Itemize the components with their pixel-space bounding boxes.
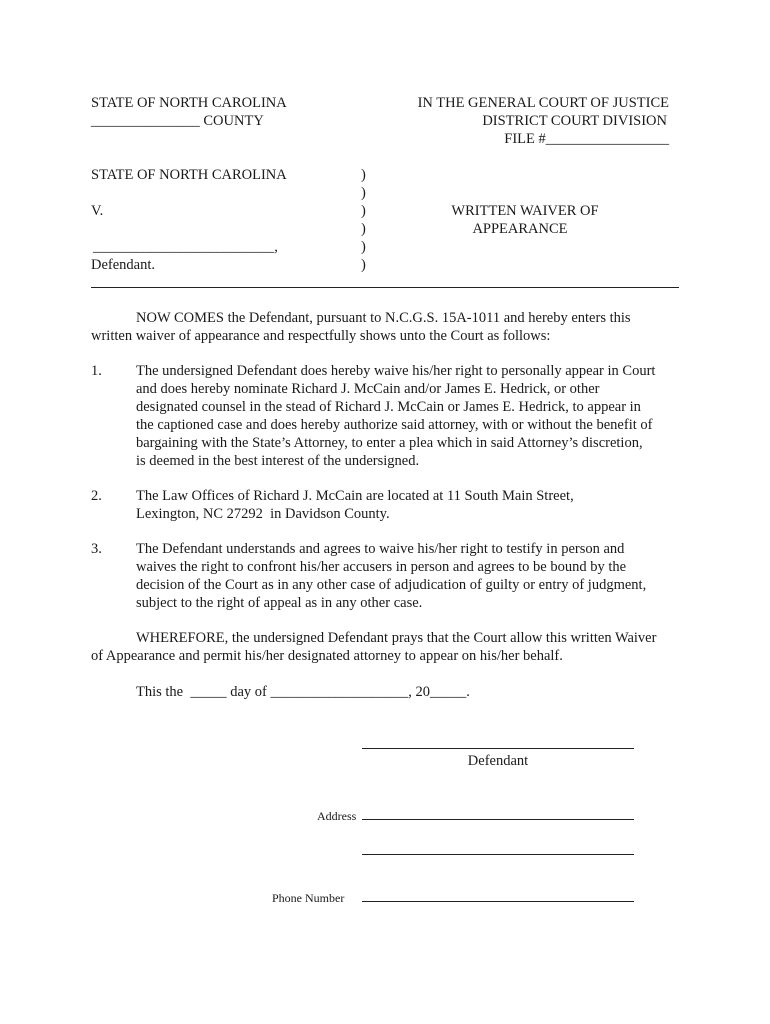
- list-item-line: The Defendant understands and agrees to waive his/her right to testify in person and: [136, 541, 625, 557]
- caption-defendant-blank: _________________________,: [93, 239, 278, 255]
- list-item-number: 3.: [91, 541, 102, 557]
- paren: ): [361, 221, 366, 237]
- list-item-line: is deemed in the best interest of the undersigned.: [136, 453, 420, 469]
- paren: ): [361, 167, 366, 183]
- caption-defendant-label: Defendant.: [91, 257, 156, 273]
- header-division: DISTRICT COURT DIVISION: [482, 113, 667, 129]
- header-state: STATE OF NORTH CAROLINA: [91, 95, 287, 111]
- address-label: Address: [317, 809, 357, 823]
- header-file-number: FILE #_________________: [504, 131, 669, 147]
- defendant-signature-line[interactable]: [362, 748, 634, 749]
- list-item-line: the captioned case and does hereby authorize said attorney, with or without the benefit of: [136, 417, 653, 433]
- wherefore-line1: WHEREFORE, the undersigned Defendant prays that the Court allow this written Waiver: [136, 630, 657, 646]
- list-item-line: decision of the Court as in any other case of adjudication of guilty or entry of judgment,: [136, 577, 647, 593]
- paren: ): [361, 185, 366, 201]
- list-item-line: Lexington, NC 27292 in Davidson County.: [136, 506, 390, 522]
- intro-line1: NOW COMES the Defendant, pursuant to N.C.G.S. 15A-1011 and hereby enters this: [136, 310, 631, 326]
- address-line-1[interactable]: [362, 819, 634, 820]
- wherefore-line2: of Appearance and permit his/her designated attorney to appear on his/her behalf.: [91, 648, 563, 664]
- list-item-line: waives the right to confront his/her accusers in person and agrees to be bound by the: [136, 559, 627, 575]
- phone-label: Phone Number: [272, 891, 345, 905]
- address-line-2[interactable]: [362, 854, 634, 855]
- paren: ): [361, 257, 366, 273]
- defendant-signature-label: Defendant: [467, 753, 529, 769]
- caption-versus: V.: [91, 203, 104, 219]
- list-item-number: 2.: [91, 488, 102, 504]
- list-item-line: and does hereby nominate Richard J. McCain and/or James E. Hedrick, or other: [136, 381, 600, 397]
- caption-plaintiff: STATE OF NORTH CAROLINA: [91, 167, 287, 183]
- list-item-line: subject to the right of appeal as in any other case.: [136, 595, 423, 611]
- document-title-line1: WRITTEN WAIVER OF: [451, 203, 599, 219]
- date-line: This the _____ day of ___________________, 20_____.: [136, 684, 470, 700]
- list-item-line: designated counsel in the stead of Richard J. McCain or James E. Hedrick, to appear in: [136, 399, 641, 415]
- intro-line2: written waiver of appearance and respectfully shows unto the Court as follows:: [91, 328, 551, 344]
- caption-divider: [91, 287, 679, 288]
- list-item-line: bargaining with the State’s Attorney, to enter a plea which in said Attorney’s discretion,: [136, 435, 643, 451]
- phone-line[interactable]: [362, 901, 634, 902]
- paren: ): [361, 239, 366, 255]
- paren: ): [361, 203, 366, 219]
- document-title-line2: APPEARANCE: [472, 221, 568, 237]
- header-court: IN THE GENERAL COURT OF JUSTICE: [417, 95, 669, 111]
- list-item-number: 1.: [91, 363, 102, 379]
- list-item-line: The Law Offices of Richard J. McCain are located at 11 South Main Street,: [136, 488, 574, 504]
- header-county: _______________ COUNTY: [91, 113, 264, 129]
- list-item-line: The undersigned Defendant does hereby waive his/her right to personally appear in Court: [136, 363, 656, 379]
